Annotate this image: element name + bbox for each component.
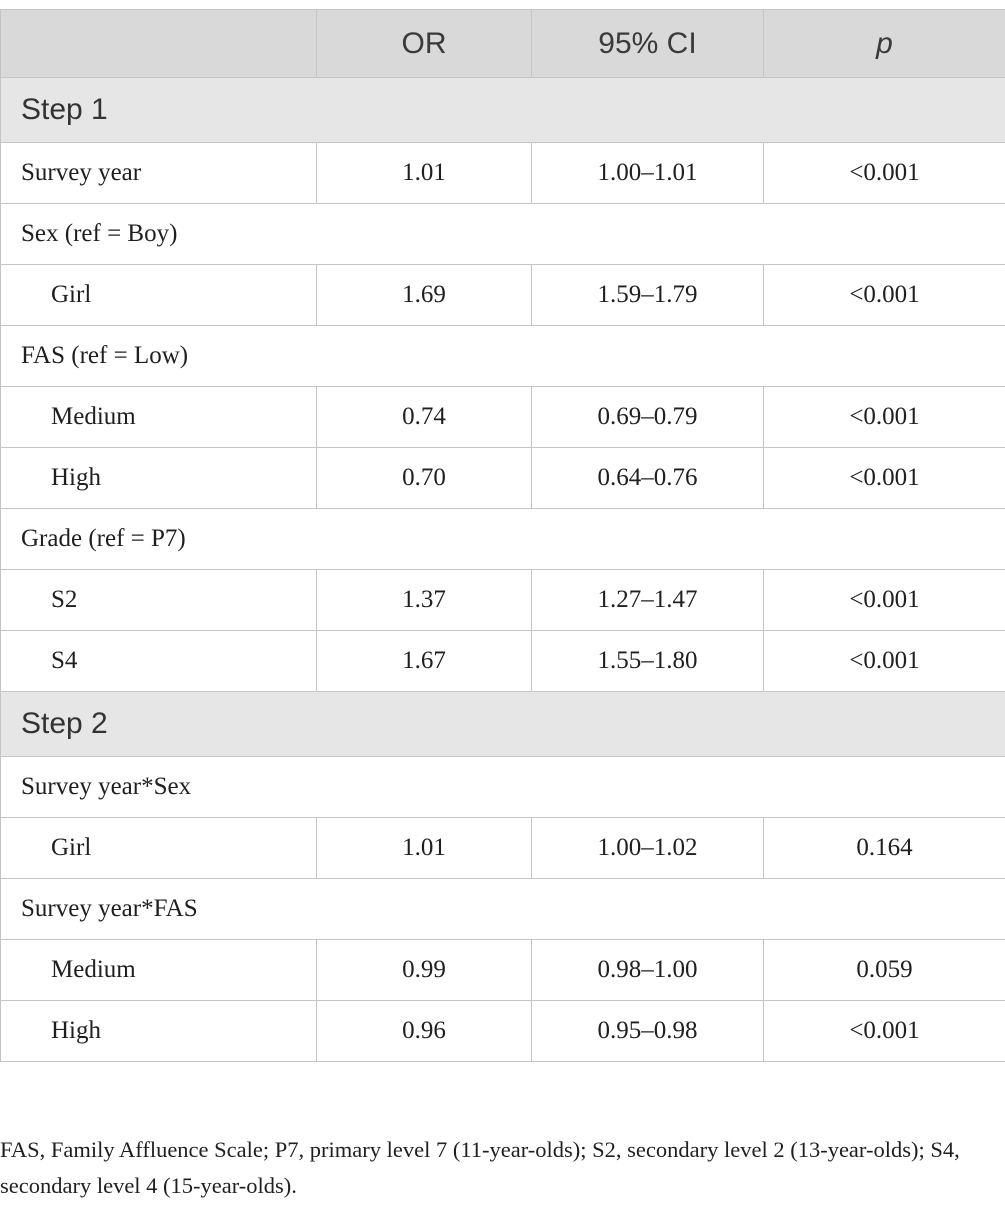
table-row: [1, 1001, 1005, 1062]
table-row: [1, 143, 1005, 204]
row-label: S4: [1, 631, 317, 692]
row-or: 0.74: [317, 387, 532, 448]
row-label: S2: [1, 570, 317, 631]
results-table: [0, 9, 1005, 1062]
group-label: FAS (ref = Low): [1, 326, 1005, 387]
row-label: Girl: [1, 818, 317, 879]
row-ci: 0.69–0.79: [532, 387, 764, 448]
row-ci: 1.27–1.47: [532, 570, 764, 631]
row-label: Medium: [1, 940, 317, 1001]
row-ci: 1.55–1.80: [532, 631, 764, 692]
table-row: [1, 387, 1005, 448]
table-row: [1, 570, 1005, 631]
row-or: 1.67: [317, 631, 532, 692]
row-or: 1.37: [317, 570, 532, 631]
row-or: 0.99: [317, 940, 532, 1001]
row-label: High: [1, 448, 317, 509]
step-2-row: [1, 692, 1005, 757]
row-p: <0.001: [764, 143, 1005, 204]
row-ci: 1.59–1.79: [532, 265, 764, 326]
header-variable: [1, 10, 317, 78]
group-row: [1, 509, 1005, 570]
row-p: <0.001: [764, 631, 1005, 692]
row-ci: 1.00–1.01: [532, 143, 764, 204]
group-label: Survey year*Sex: [1, 757, 1005, 818]
row-or: 1.69: [317, 265, 532, 326]
header-p: p: [764, 10, 1005, 78]
group-row: [1, 204, 1005, 265]
row-ci: 1.00–1.02: [532, 818, 764, 879]
row-p: <0.001: [764, 387, 1005, 448]
row-ci: 0.64–0.76: [532, 448, 764, 509]
row-label: Survey year: [1, 143, 317, 204]
row-p: <0.001: [764, 265, 1005, 326]
row-label: Girl: [1, 265, 317, 326]
row-or: 1.01: [317, 143, 532, 204]
group-row: [1, 757, 1005, 818]
step-1-label: Step 1: [1, 78, 1005, 143]
table-row: [1, 448, 1005, 509]
table-row: [1, 818, 1005, 879]
row-or: 0.96: [317, 1001, 532, 1062]
table-row: [1, 940, 1005, 1001]
row-p: <0.001: [764, 1001, 1005, 1062]
group-row: [1, 879, 1005, 940]
row-label: High: [1, 1001, 317, 1062]
row-p: 0.059: [764, 940, 1005, 1001]
row-or: 1.01: [317, 818, 532, 879]
group-label: Grade (ref = P7): [1, 509, 1005, 570]
table-row: [1, 265, 1005, 326]
header-ci: 95% CI: [532, 10, 764, 78]
group-label: Survey year*FAS: [1, 879, 1005, 940]
step-2-label: Step 2: [1, 692, 1005, 757]
row-or: 0.70: [317, 448, 532, 509]
row-p: <0.001: [764, 448, 1005, 509]
group-label: Sex (ref = Boy): [1, 204, 1005, 265]
step-1-row: [1, 78, 1005, 143]
table-row: [1, 631, 1005, 692]
table-footnote: FAS, Family Affluence Scale; P7, primary level 7 (11-year-olds); S2, secondary level 2 (13-year-olds); S4, secondary level 4 (15-year-olds).: [0, 1137, 960, 1198]
row-p: <0.001: [764, 570, 1005, 631]
row-ci: 0.98–1.00: [532, 940, 764, 1001]
row-label: Medium: [1, 387, 317, 448]
row-p: 0.164: [764, 818, 1005, 879]
header-row: [1, 10, 1005, 78]
row-ci: 0.95–0.98: [532, 1001, 764, 1062]
header-or: OR: [317, 10, 532, 78]
group-row: [1, 326, 1005, 387]
